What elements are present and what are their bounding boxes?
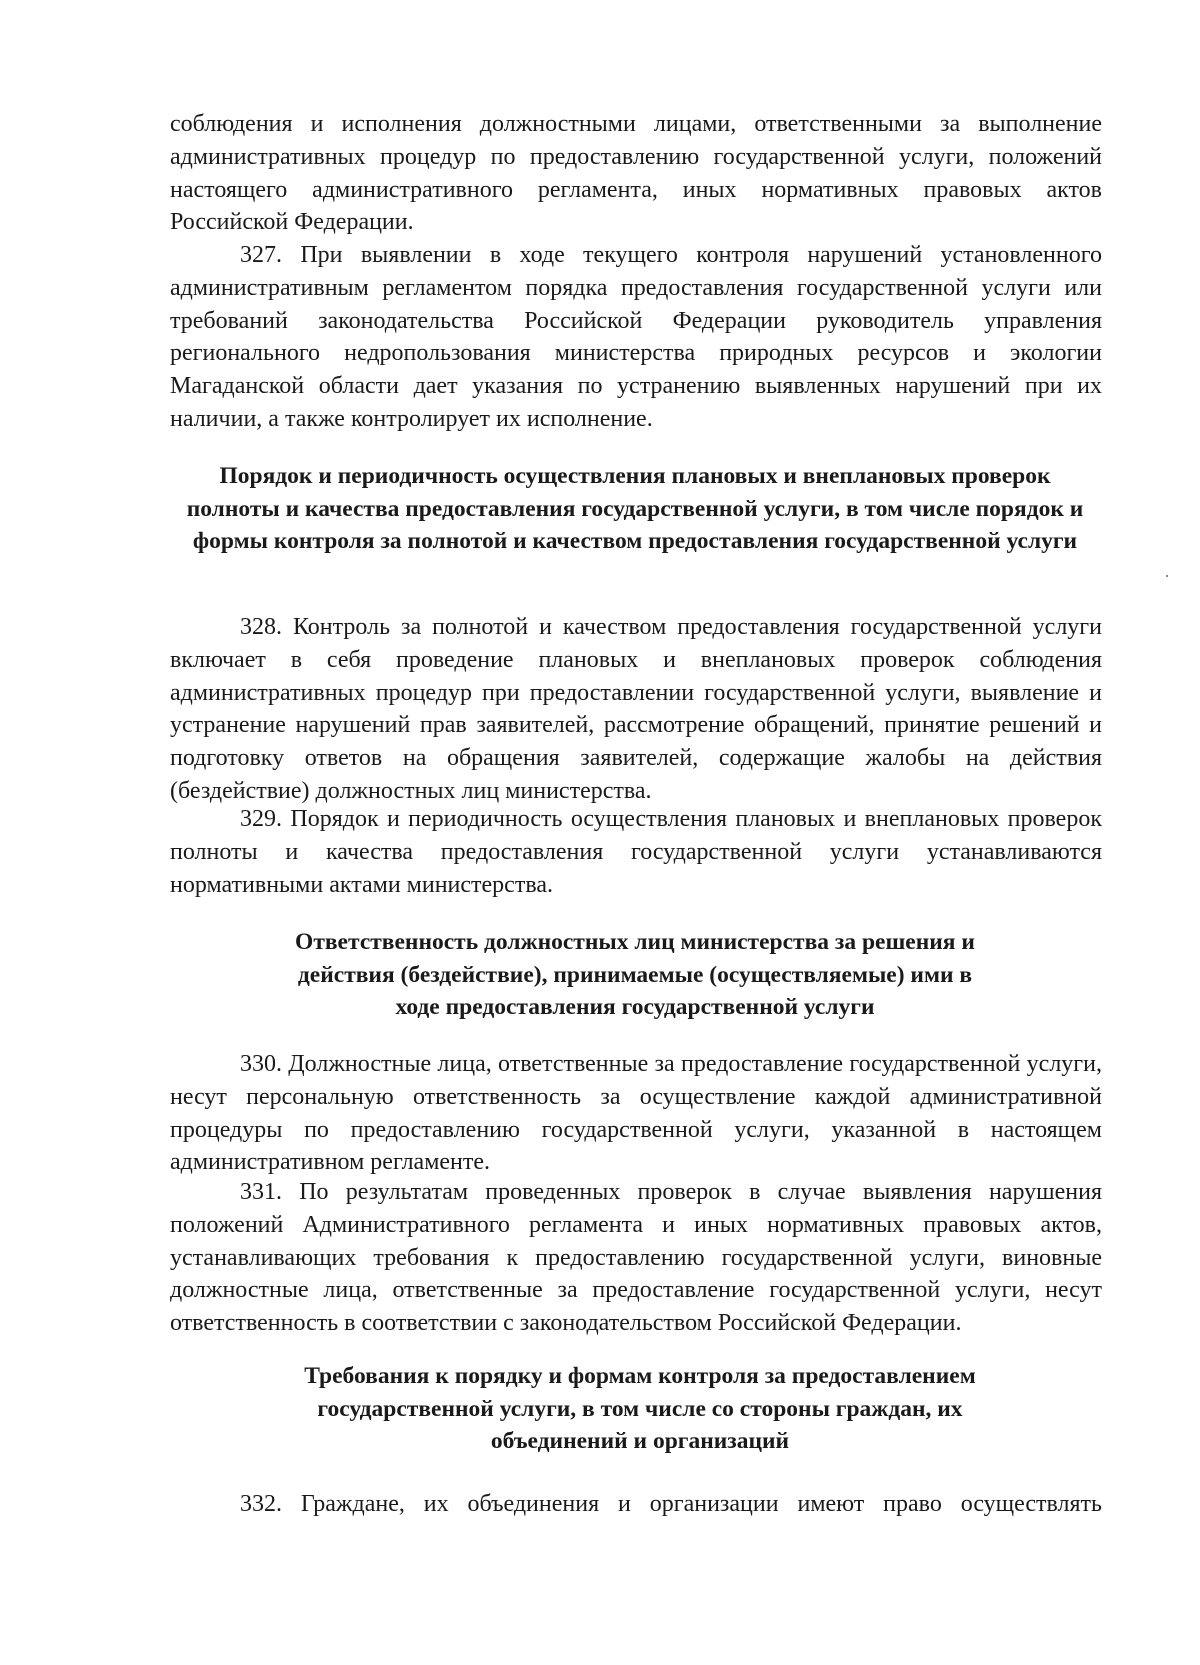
paragraph-330: 330. Должностные лица, ответственные за предоставление государственной услуги, несут персональную ответственность за осуществление каждой административной процедуры по предоставлению государственной услуги, указанной в настоящем административном регламенте. [170,1051,1102,1176]
section-heading-responsibility: Ответственность должностных лиц министерства за решения и действия (бездействие), принимаемые (осуществляемые) ими в ходе предоставления государственной услуги [295,929,975,1020]
paragraph-331: 331. По результатам проведенных проверок в случае выявления нарушения положений Административного регламента и иных нормативных правовых актов, устанавливающих требования к предоставлению государственной услуги, виновные должностные лица, ответственные за предоставление государственной услуги, несут ответственность в соответствии с законодательством Российской Федерации. [170,1179,1102,1337]
paragraph-continuation: соблюдения и исполнения должностными лицами, ответственными за выполнение административных процедур по предоставлению государственной услуги, положений настоящего административного регламента, иных нормативных правовых актов Российской Федерации. [170,111,1102,236]
section-heading-control-requirements: Требования к порядку и формам контроля за предоставлением государственной услуги, в том числе со стороны граждан, их объединений и организаций [304,1363,976,1454]
section-heading-inspections: Порядок и периодичность осуществления плановых и внеплановых проверок полноты и качества предоставления государственной услуги, в том числе порядок и формы контроля за полнотой и качеством предоставления государственной услуги [186,463,1084,554]
scan-speck [1166,575,1168,577]
paragraph-329: 329. Порядок и периодичность осуществления плановых и внеплановых проверок полноты и качества предоставления государственной услуги устанавливаются нормативными актами министерства. [170,806,1102,898]
paragraph-327: 327. При выявлении в ходе текущего контроля нарушений установленного административным регламентом порядка предоставления государственной услуги или требований законодательства Российской Федерации руководитель управления регионального недропользования министерства природных ресурсов и экологии Магаданской области дает указания по устранению выявленных нарушений при их наличии, а также контролирует их исполнение. [170,242,1102,432]
paragraph-332: 332. Граждане, их объединения и организации имеют право осуществлять [240,1491,1102,1517]
paragraph-328: 328. Контроль за полнотой и качеством предоставления государственной услуги включает в себя проведение плановых и внеплановых проверок соблюдения административных процедур при предоставлении государственной услуги, выявление и устранение нарушений прав заявителей, рассмотрение обращений, принятие решений и подготовку ответов на обращения заявителей, содержащие жалобы на действия (бездействие) должностных лиц министерства. [170,614,1102,804]
